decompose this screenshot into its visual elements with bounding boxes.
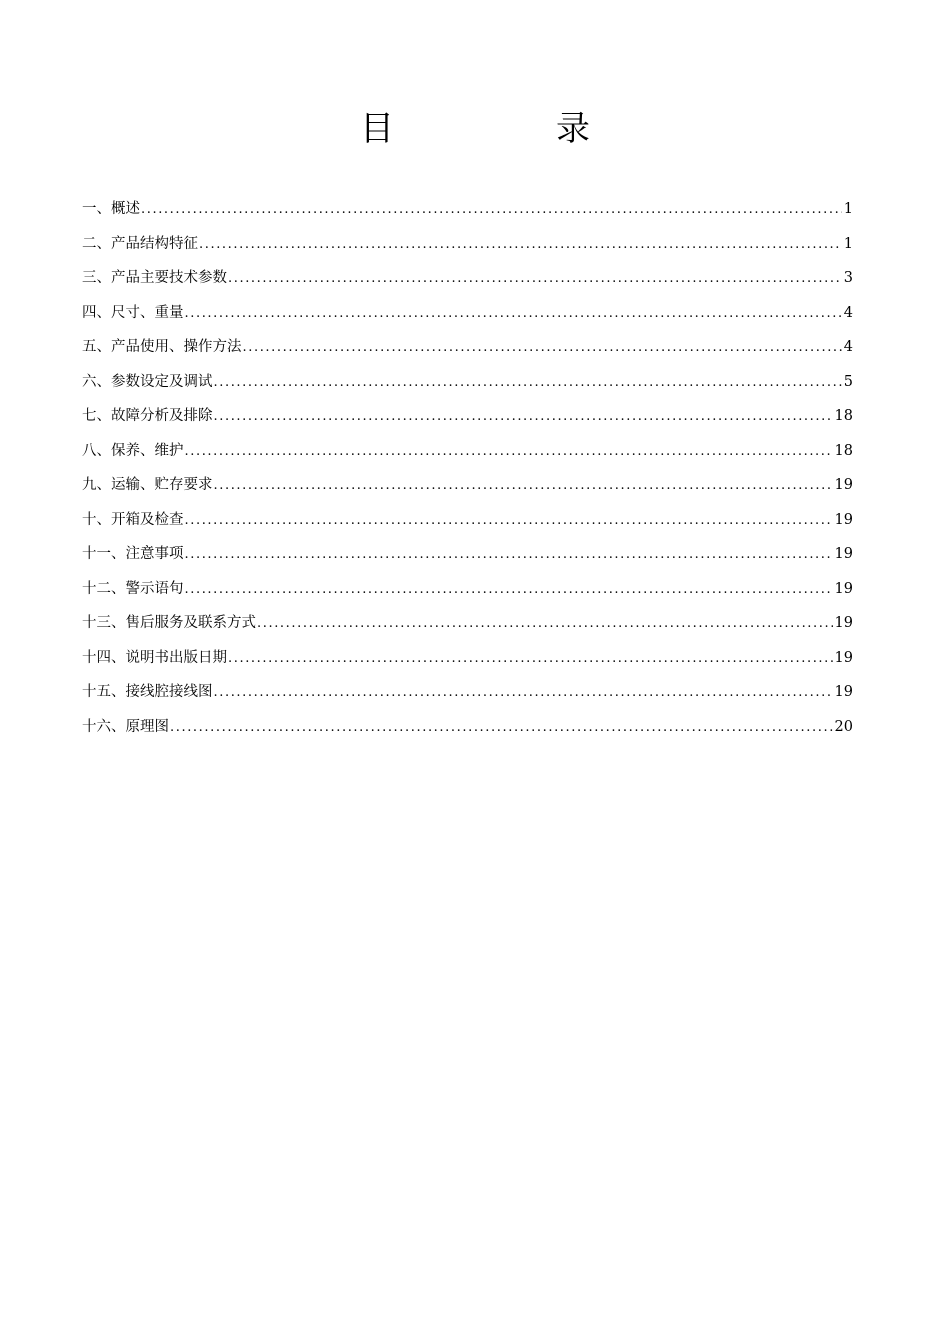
toc-entry-page: 19 — [834, 477, 853, 493]
toc-entry-page: 18 — [834, 442, 853, 459]
toc-entry[interactable] — [82, 227, 853, 262]
toc-entry-page: 19 — [834, 684, 853, 700]
toc-entry[interactable] — [82, 296, 853, 331]
toc-entry-label: 十三、售后服务及联系方式 — [82, 615, 256, 631]
toc-entry[interactable] — [82, 192, 853, 227]
toc-entry-page: 19 — [834, 580, 853, 597]
toc-entry[interactable] — [82, 537, 853, 572]
toc-entry-page: 19 — [834, 649, 853, 666]
table-of-contents — [82, 192, 853, 744]
toc-entry-page: 19 — [834, 615, 853, 631]
toc-dot-leader — [184, 297, 842, 332]
toc-dot-leader — [169, 711, 833, 746]
toc-dot-leader — [227, 262, 842, 297]
toc-entry-page: 4 — [843, 304, 853, 321]
toc-entry-label: 十五、接线腔接线图 — [82, 684, 213, 700]
toc-entry-page: 19 — [834, 546, 853, 562]
toc-entry[interactable] — [82, 330, 853, 365]
toc-dot-leader — [184, 573, 833, 608]
toc-entry-page: 1 — [843, 235, 853, 252]
toc-dot-leader — [140, 193, 842, 228]
toc-entry-label: 三、产品主要技术参数 — [82, 270, 227, 286]
toc-entry-label: 九、运输、贮存要求 — [82, 477, 213, 493]
toc-dot-leader — [198, 228, 842, 263]
toc-entry-label: 十六、原理图 — [82, 718, 169, 735]
toc-dot-leader — [184, 435, 833, 470]
toc-entry-page: 4 — [843, 339, 853, 355]
toc-entry-label: 六、参数设定及调试 — [82, 373, 213, 390]
toc-entry[interactable] — [82, 365, 853, 400]
toc-entry[interactable] — [82, 710, 853, 745]
page-title: 目 录 — [360, 109, 654, 149]
toc-entry-page: 3 — [843, 270, 853, 286]
toc-entry-page: 20 — [834, 718, 853, 735]
toc-dot-leader — [242, 331, 842, 366]
toc-entry-label: 五、产品使用、操作方法 — [82, 339, 242, 355]
toc-entry[interactable] — [82, 468, 853, 503]
toc-entry-label: 七、故障分析及排除 — [82, 408, 213, 424]
toc-entry-page: 18 — [834, 408, 853, 424]
toc-dot-leader — [256, 607, 833, 642]
toc-entry-page: 5 — [843, 373, 853, 390]
toc-entry[interactable] — [82, 675, 853, 710]
toc-entry[interactable] — [82, 399, 853, 434]
toc-entry[interactable] — [82, 261, 853, 296]
toc-dot-leader — [213, 676, 833, 711]
toc-entry-label: 八、保养、维护 — [82, 442, 184, 459]
toc-entry-label: 十、开箱及检查 — [82, 511, 184, 528]
toc-dot-leader — [213, 400, 833, 435]
toc-entry-label: 四、尺寸、重量 — [82, 304, 184, 321]
toc-entry-label: 十四、说明书出版日期 — [82, 649, 227, 666]
toc-dot-leader — [184, 504, 833, 539]
toc-dot-leader — [213, 366, 842, 401]
toc-entry-label: 十二、警示语句 — [82, 580, 184, 597]
toc-entry[interactable] — [82, 641, 853, 676]
toc-dot-leader — [213, 469, 833, 504]
toc-entry-label: 一、概述 — [82, 201, 140, 217]
toc-entry-page: 1 — [843, 201, 853, 217]
toc-entry[interactable] — [82, 503, 853, 538]
toc-entry[interactable] — [82, 434, 853, 469]
toc-dot-leader — [227, 642, 833, 677]
toc-entry[interactable] — [82, 606, 853, 641]
toc-entry[interactable] — [82, 572, 853, 607]
toc-entry-page: 19 — [834, 511, 853, 528]
toc-dot-leader — [184, 538, 833, 573]
toc-entry-label: 二、产品结构特征 — [82, 235, 198, 252]
toc-entry-label: 十一、注意事项 — [82, 546, 184, 562]
